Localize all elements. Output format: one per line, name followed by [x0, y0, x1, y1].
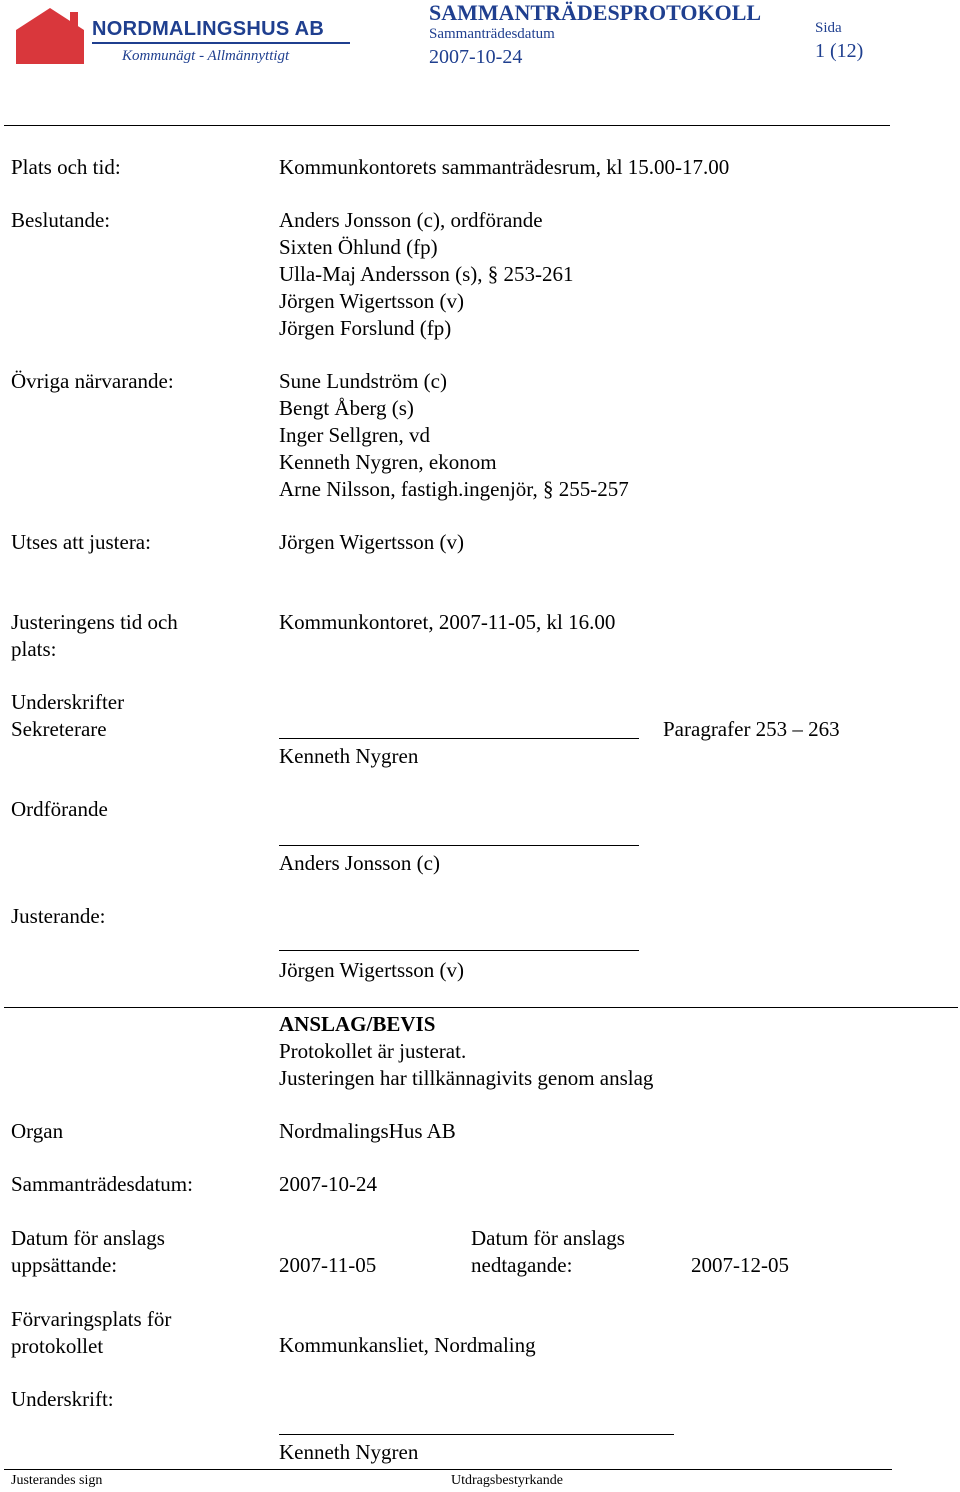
logo-name: NORDMALINGSHUS AB	[92, 18, 325, 40]
others-label: Övriga närvarande:	[11, 369, 174, 393]
logo	[12, 6, 352, 66]
logo-underline	[92, 42, 350, 44]
notice-line-2: Justeringen har tillkännagivits genom anslag	[279, 1066, 654, 1090]
signature-name: Kenneth Nygren	[279, 1440, 419, 1464]
adjuster-value: Jörgen Wigertsson (v)	[279, 530, 465, 554]
place-label: Plats och tid:	[11, 155, 121, 179]
signature-label: Underskrift:	[11, 1387, 114, 1411]
adjuster-name: Jörgen Wigertsson (v)	[279, 958, 465, 982]
posted-date-label: Datum för anslags uppsättande:	[11, 1226, 165, 1277]
chair-signature-line	[279, 845, 639, 846]
meeting-date-label: Sammanträdesdatum:	[11, 1172, 193, 1196]
storage-label: Förvaringsplats för protokollet	[11, 1307, 172, 1358]
list-item: Ulla-Maj Andersson (s), § 253-261	[279, 262, 574, 286]
footer-adjuster-sign: Justerandes sign	[11, 1473, 103, 1488]
deciding-list	[279, 207, 574, 342]
house-logo-icon	[12, 6, 104, 66]
chair-label: Ordförande	[11, 797, 108, 821]
header-rule	[4, 125, 890, 126]
list-item: Sune Lundström (c)	[279, 369, 447, 393]
footer-rule	[4, 1469, 892, 1470]
list-item: Anders Jonsson (c), ordförande	[279, 208, 543, 232]
list-item: Inger Sellgren, vd	[279, 423, 431, 447]
adjust-time-value: Kommunkontoret, 2007-11-05, kl 16.00	[279, 610, 616, 634]
place-value: Kommunkontorets sammanträdesrum, kl 15.00-17.00	[279, 155, 730, 179]
notice-line-1: Protokollet är justerat.	[279, 1039, 467, 1063]
others-list	[279, 368, 629, 503]
removed-date-label: Datum för anslags nedtagande:	[471, 1226, 625, 1277]
list-item: Sixten Öhlund (fp)	[279, 235, 438, 259]
meeting-date-header-value: 2007-10-24	[429, 46, 523, 68]
logo-tagline: Kommunägt - Allmännyttigt	[122, 48, 290, 64]
list-item: Kenneth Nygren, ekonom	[279, 450, 497, 474]
list-item: Jörgen Forslund (fp)	[279, 316, 452, 340]
secretary-signature-line	[279, 738, 639, 739]
footer-extract-certification: Utdragsbestyrkande	[451, 1473, 563, 1488]
secretary-label: Sekreterare	[11, 717, 107, 741]
section-divider	[4, 1007, 958, 1008]
notice-heading: ANSLAG/BEVIS	[279, 1012, 436, 1036]
list-item: Jörgen Wigertsson (v)	[279, 289, 465, 313]
adjust-time-label: Justeringens tid och plats:	[11, 610, 178, 661]
organ-value: NordmalingsHus AB	[279, 1119, 456, 1143]
signatures-heading: Underskrifter	[11, 690, 125, 714]
organ-label: Organ	[11, 1119, 64, 1143]
removed-date-value: 2007-12-05	[691, 1253, 789, 1277]
paragraphs-range: Paragrafer 253 – 263	[663, 717, 840, 741]
meeting-date-value: 2007-10-24	[279, 1172, 377, 1196]
meeting-date-header-label: Sammanträdesdatum	[429, 26, 555, 42]
signature-line	[279, 1434, 674, 1435]
page-number: 1 (12)	[815, 40, 864, 62]
adjuster-label: Utses att justera:	[11, 530, 151, 554]
adjuster-signature-line	[279, 950, 639, 951]
list-item: Bengt Åberg (s)	[279, 396, 414, 420]
document-type: SAMMANTRÄDESPROTOKOLL	[429, 0, 762, 25]
chair-name: Anders Jonsson (c)	[279, 851, 440, 875]
secretary-name: Kenneth Nygren	[279, 744, 419, 768]
list-item: Arne Nilsson, fastigh.ingenjör, § 255-257	[279, 477, 629, 501]
posted-date-value: 2007-11-05	[279, 1253, 377, 1277]
adjuster-signature-label: Justerande:	[11, 904, 106, 928]
deciding-label: Beslutande:	[11, 208, 111, 232]
page-label: Sida	[815, 20, 842, 36]
storage-value: Kommunkansliet, Nordmaling	[279, 1333, 536, 1357]
